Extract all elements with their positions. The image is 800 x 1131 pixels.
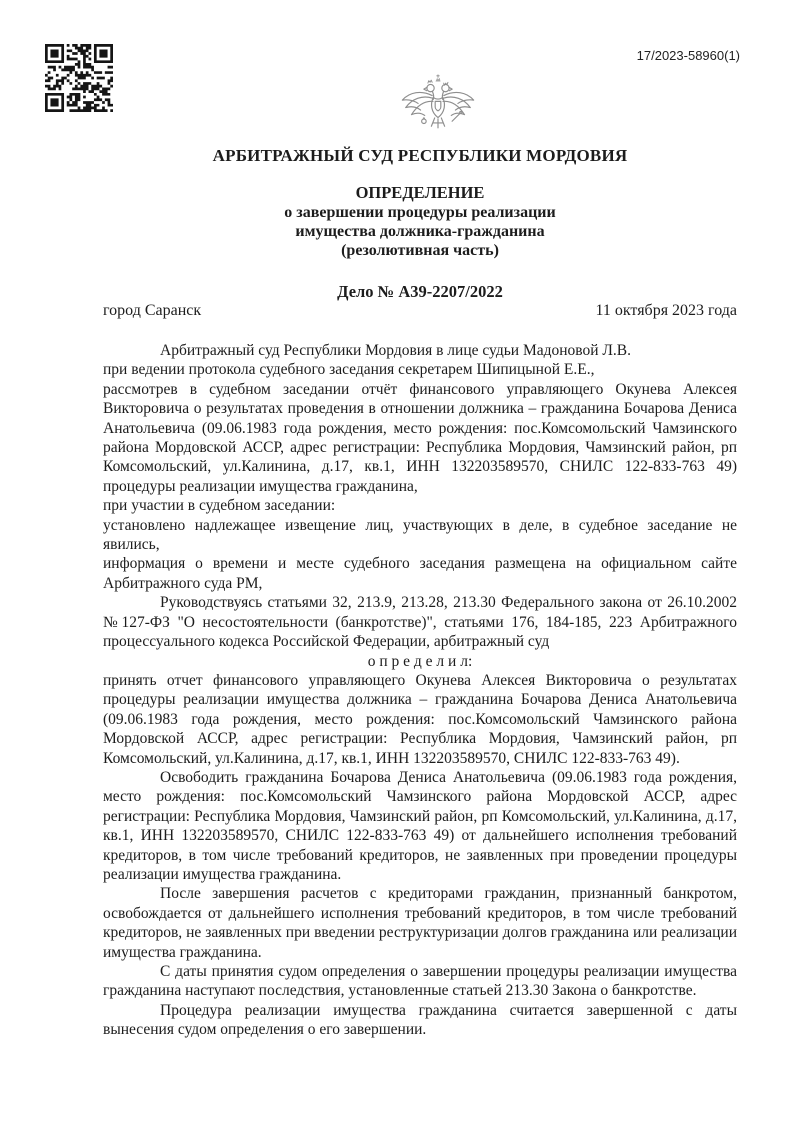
body-paragraph: принять отчет финансового управляющего Окунева Алексея Викторовича о результатах процедуры реализации имущества должника – гражданина Бочарова Дениса Анатольевича (09.06.1983 года рождения, место рождения: пос.Комсомольский Чамзинского района Мордовской АССР, адрес регистрации: Республика Мордовия, Чамзинский район, рп Комсомольский, ул.Калинина, д.17, кв.1, ИНН 132203589570, СНИЛС 122-833-763 49). <box>103 671 737 767</box>
document-header <box>103 146 737 302</box>
date-label: 11 октября 2023 года <box>595 302 737 319</box>
body-paragraph: установлено надлежащее извещение лиц, участвующих в деле, в судебное заседание не явились, <box>103 516 737 554</box>
document-body <box>103 341 737 1040</box>
subtitle-line: имущества должника-гражданина <box>295 223 545 240</box>
document-type-title: ОПРЕДЕЛЕНИЕ <box>355 183 485 202</box>
body-paragraph: Арбитражный суд Республики Мордовия в лице судьи Мадоновой Л.В. <box>160 342 632 359</box>
city-label: город Саранск <box>103 302 202 319</box>
case-number: Дело № А39-2207/2022 <box>337 282 503 301</box>
body-paragraph: После завершения расчетов с кредиторами гражданин, признанный банкротом, освобождается от дальнейшего исполнения требований кредиторов, в том числе требований кредиторов, не заявленных при введении реструктуризации долгов гражданина или реализации имущества гражданина. <box>103 885 737 961</box>
coat-of-arms-icon <box>395 74 481 142</box>
body-paragraph: информация о времени и месте судебного заседания размещена на официальном сайте Арбитражного суда РМ, <box>103 555 737 592</box>
place-date-row <box>103 302 737 320</box>
document-subtitle <box>103 203 737 260</box>
qr-code-icon <box>45 44 113 112</box>
body-paragraph: рассмотрев в судебном заседании отчёт финансового управляющего Окунева Алексея Викторовича о результатах проведения в отношении должника – гражданина Бочарова Дениса Анатольевича (09.06.1983 года рождения, место рождения: пос.Комсомольский Чамзинского района Мордовской АССР, адрес регистрации: Республика Мордовия, Чамзинский район, рп Комсомольский, ул.Калинина, д.17, кв.1, ИНН 132203589570, СНИЛС 122-833-763 49) процедуры реализации имущества гражданина, <box>103 380 737 495</box>
body-paragraph: С даты принятия судом определения о завершении процедуры реализации имущества гражданина наступают последствия, установленные статьей 213.30 Закона о банкротстве. <box>103 963 737 1000</box>
body-paragraph: Освободить гражданина Бочарова Дениса Анатольевича (09.06.1983 года рождения, место рождения: пос.Комсомольский Чамзинского района Мордовской АССР, адрес регистрации: Республика Мордовия, Чамзинский район, рп Комсомольский, ул.Калинина, д.17, кв.1, ИНН 132203589570, СНИЛС 122-833-763 49) от дальнейшего исполнения требований кредиторов, в том числе требований кредиторов, не заявленных при проведении процедуры реализации имущества гражданина. <box>103 768 737 883</box>
ruling-word: о п р е д е л и л: <box>367 652 473 670</box>
subtitle-line: о завершении процедуры реализации <box>284 204 556 221</box>
body-paragraph: Процедура реализации имущества гражданина считается завершенной с даты вынесения судом определения о его завершении. <box>103 1001 737 1039</box>
body-paragraph: при ведении протокола судебного заседания секретарем Шипицыной Е.Е., <box>103 361 595 379</box>
court-name: АРБИТРАЖНЫЙ СУД РЕСПУБЛИКИ МОРДОВИЯ <box>212 146 628 165</box>
body-paragraph: Руководствуясь статьями 32, 213.9, 213.28, 213.30 Федерального закона от 26.10.2002 №127-ФЗ "О несостоятельности (банкротстве)", статьями 176, 184-185, 223 Арбитражного процессуального кодекса Российской Федерации, арбитражный суд <box>103 594 737 651</box>
subtitle-line: (резолютивная часть) <box>341 242 499 259</box>
document-number: 17/2023-58960(1) <box>636 48 740 63</box>
body-paragraph: при участии в судебном заседании: <box>103 497 336 515</box>
